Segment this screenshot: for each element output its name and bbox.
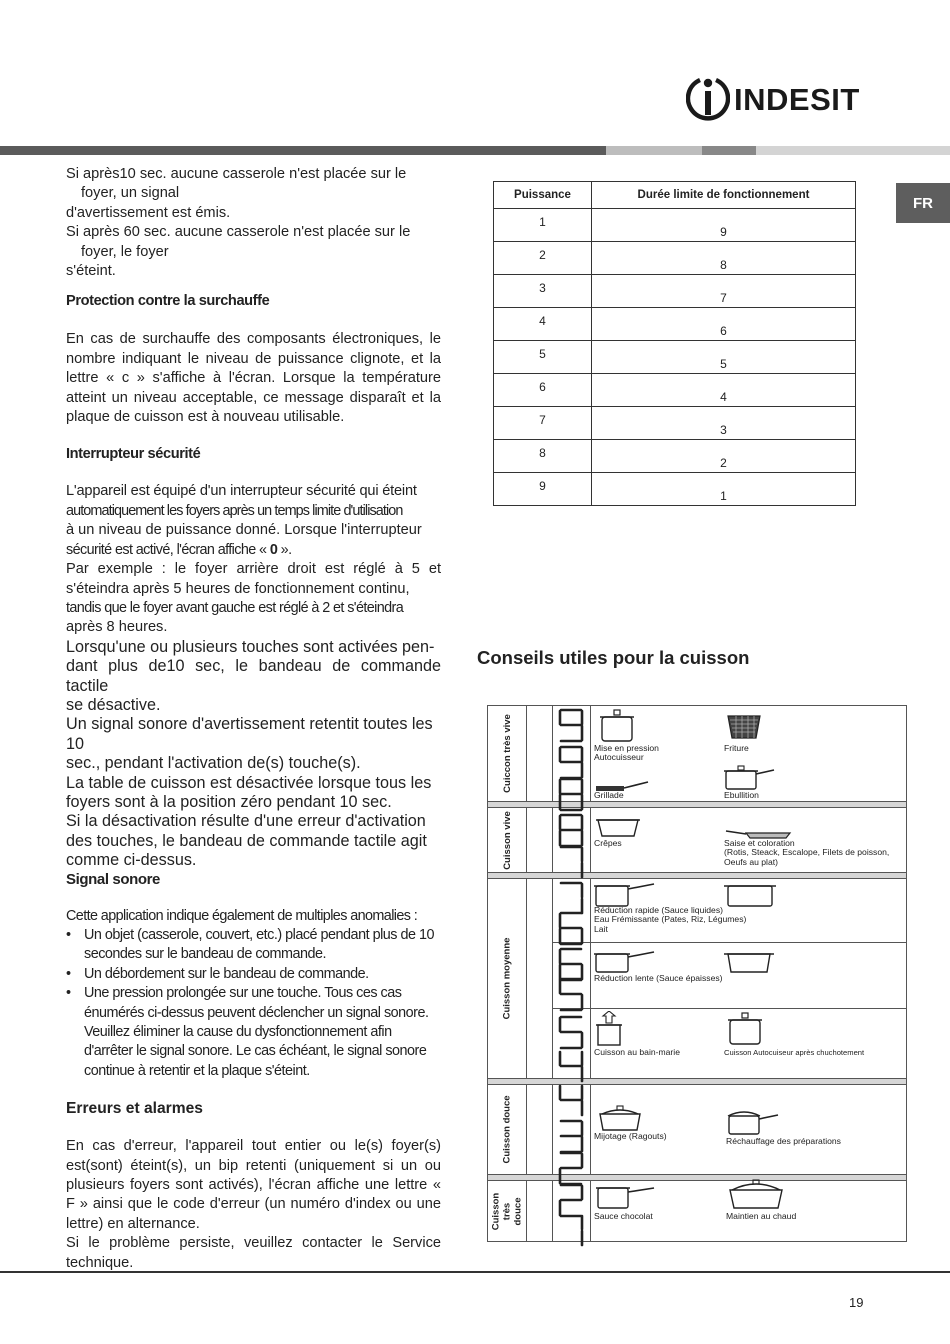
cell-duree: 9	[592, 209, 856, 242]
seven-segment-digit	[556, 844, 586, 880]
saucepan-icon	[596, 1184, 656, 1210]
category-separator	[488, 1174, 906, 1181]
cell-puissance: 1	[494, 209, 592, 242]
signal-line: Un signal sonore d'avertissement retentit toutes les	[66, 715, 433, 734]
touches-line: se désactive.	[66, 695, 161, 714]
label-reduction-lente: Réduction lente (Sauce épaisses)	[594, 973, 723, 983]
intro-line: Si après 60 sec. aucune casserole n'est placée sur le	[66, 224, 411, 241]
securite-line: à un niveau de puissance donné. Lorsque l'interrupteur	[66, 522, 422, 539]
touches-line: Lorsqu'une ou plusieurs touches sont activées pen-	[66, 637, 435, 656]
stockpot-icon	[724, 950, 774, 974]
table-row	[494, 341, 856, 374]
desact-line: des touches, le bandeau de commande tactile agit	[66, 831, 427, 850]
table-row	[494, 407, 856, 440]
label-autocuiseur-apres: Cuisson Autocuiseur après chuchotement	[724, 1048, 865, 1057]
table-row	[494, 209, 856, 242]
surchauffe-text: En cas de surchauffe des composants électroniques, le nombre indiquant le niveau de puissance clignote, et la lettre « c » s'affiche à l'écran. Lorsque la température atteint un niveau acceptable, ce message disparaît et la plaque de cuisson est à nouveau utilisable.	[66, 331, 441, 426]
cell-duree: 4	[592, 374, 856, 407]
label-maintien: Maintien au chaud	[726, 1211, 797, 1221]
category-label: Cuisson moyenne	[501, 937, 513, 1020]
cell-puissance: 9	[494, 473, 592, 506]
stockpot-icon	[724, 882, 776, 908]
digit-2-icon	[556, 1150, 586, 1186]
label-mijotage: Mijotage (Ragouts)	[594, 1131, 667, 1141]
securite-heading: Interrupteur sécurité	[66, 446, 201, 463]
seven-segment-digit	[556, 1150, 586, 1186]
intro-line: foyer, le foyer	[81, 243, 169, 260]
casserole-icon	[596, 1104, 644, 1132]
erreurs-text2: Si le problème persiste, veuillez contacter le Service technique.	[66, 1235, 441, 1271]
brand-name: INDESIT	[734, 81, 860, 117]
header-rule-mid	[702, 146, 756, 155]
seven-segment-digit	[556, 1048, 586, 1084]
digit-7-icon	[556, 844, 586, 880]
securite-text: ».	[277, 541, 292, 558]
sonore-list	[66, 926, 441, 1081]
securite-line: L'appareil est équipé d'un interrupteur sécurité qui éteint	[66, 483, 417, 500]
exemple-text: après 8 heures.	[66, 619, 168, 636]
label-bain-marie: Cuisson au bain-marie	[594, 1047, 680, 1057]
digit-6-icon	[556, 910, 586, 946]
signal-line: sec., pendant l'activation de(s) touche(s).	[66, 754, 361, 773]
sonore-intro: Cette application indique également de multiples anomalies :	[66, 907, 418, 924]
conseils-heading: Conseils utiles pour la cuisson	[477, 647, 750, 668]
seven-segment-digit	[556, 776, 586, 812]
cell-puissance: 6	[494, 374, 592, 407]
logo-i-icon	[686, 74, 730, 124]
digit-3-icon	[556, 1118, 586, 1154]
table-row	[494, 374, 856, 407]
intro-line: Si après10 sec. aucune casserole n'est placée sur le	[66, 166, 407, 182]
saucepan-icon	[594, 880, 656, 908]
category-tres-douce	[488, 1181, 526, 1241]
header-rule-pale	[756, 146, 950, 155]
category-label: Cuisson très douce	[490, 1192, 524, 1230]
securite-block	[66, 482, 441, 637]
casserole-lid-icon	[726, 1178, 786, 1210]
saucepan-icon	[594, 948, 656, 974]
header-rule-dark	[0, 146, 606, 155]
saucepan-icon	[724, 763, 776, 791]
category-separator	[488, 801, 906, 808]
cell-duree: 6	[592, 308, 856, 341]
label-ebullition: Ebullition	[724, 790, 759, 800]
touches-line: dant plus de10 sec, le bandeau de commande tactile	[66, 657, 441, 695]
erreurs-text: En cas d'erreur, l'appareil tout entier ou le(s) foyer(s) est(sont) éteint(s), un bip retenti (uniquement si un ou plusieurs foyers sont activés), l'écran affiche une lettre « F » ainsi que le code d'erreur (un numéro d'index ou une lettre) en alternance.	[66, 1138, 441, 1232]
table-line: La table de cuisson est désactivée lorsque tous les	[66, 773, 432, 792]
list-item: • Une pression prolongée sur une touche. Tous ces cas énumérés ci-dessus peuvent déclencher un signal sonore. Veuillez éliminer la cause du dysfonctionnement afin d'arrêter le signal sonore. Le cas échéant, le signal sonore continue à retentir et la plaque s'éteint.	[66, 984, 441, 1081]
table-row	[494, 242, 856, 275]
digit-8-icon	[556, 776, 586, 812]
list-item: • Un objet (casserole, couvert, etc.) placé pendant plus de 10 secondes sur le bandeau de commande.	[66, 926, 441, 965]
cell-duree: 7	[592, 275, 856, 308]
chart-divider	[552, 706, 553, 1241]
brand-logo	[686, 74, 860, 124]
cooking-chart	[487, 705, 907, 1242]
cell-puissance: 3	[494, 275, 592, 308]
language-tab: FR	[896, 183, 950, 223]
securite-line: automatiquement les foyers après un temps limite d'utilisation	[66, 502, 403, 519]
label-line: (Rotis, Steack, Escalope, Filets de poisson,	[724, 847, 890, 858]
intro-line: d'avertissement est émis.	[66, 204, 231, 221]
cell-puissance: 8	[494, 440, 592, 473]
table-row	[494, 473, 856, 506]
seven-segment-digit	[556, 910, 586, 946]
cell-duree: 5	[592, 341, 856, 374]
surchauffe-heading: Protection contre la surchauffe	[66, 293, 270, 310]
label-line: Réduction rapide (Sauce liquides)	[594, 905, 723, 915]
cell-puissance: 2	[494, 242, 592, 275]
desact-line: comme ci-dessus.	[66, 851, 197, 870]
label-saisie	[724, 839, 889, 867]
seven-segment-digit	[556, 812, 586, 848]
cell-duree: 1	[592, 473, 856, 506]
digit-1-icon	[556, 1212, 586, 1248]
label-sauce-chocolat: Sauce chocolat	[594, 1211, 653, 1221]
erreurs-heading: Erreurs et alarmes	[66, 1100, 203, 1118]
label-friture: Friture	[724, 743, 749, 753]
cell-duree: 3	[592, 407, 856, 440]
cell-duree: 8	[592, 242, 856, 275]
label-rechauffage: Réchauffage des préparations	[726, 1136, 841, 1146]
chart-divider	[590, 706, 591, 1241]
securite-text: sécurité est activé, l'écran affiche «	[66, 541, 270, 558]
table-row	[494, 440, 856, 473]
seven-segment-digit	[556, 707, 586, 743]
seven-segment-digit	[556, 1014, 586, 1050]
intro-text	[66, 165, 441, 281]
fryer-basket-icon	[724, 712, 764, 742]
table-line: foyers sont à la position zéro pendant 10 sec.	[66, 792, 392, 811]
digit-9-icon	[556, 707, 586, 743]
seven-segment-digit	[556, 976, 586, 1012]
header-duree: Durée limite de fonctionnement	[592, 182, 856, 209]
label-line: Mise en pression	[594, 743, 659, 753]
list-item: • Un débordement sur le bandeau de commande.	[66, 965, 441, 984]
label-line: Lait	[594, 923, 608, 934]
label-line: Eau Frémissante (Pates, Riz, Légumes)	[594, 914, 747, 925]
label-grillade: Grillade	[594, 790, 624, 800]
digit-5-icon	[556, 976, 586, 1012]
seven-segment-digit	[556, 1082, 586, 1118]
seven-segment-digit	[556, 1118, 586, 1154]
category-douce	[488, 1085, 526, 1174]
label-line: Saise et coloration	[724, 838, 795, 848]
table-row	[494, 275, 856, 308]
category-separator	[488, 872, 906, 879]
power-table	[493, 181, 856, 506]
desact-line: Si la désactivation résulte d'une erreur d'activation	[66, 812, 426, 831]
digit-4-icon	[556, 1048, 586, 1084]
digit-9-icon	[556, 744, 586, 780]
table-header-row	[494, 182, 856, 209]
category-label: Cuisson vive	[501, 810, 513, 870]
label-mise-en-pression	[594, 744, 659, 763]
header-puissance: Puissance	[494, 182, 592, 209]
label-reduction-rapide	[594, 906, 746, 934]
table-row	[494, 308, 856, 341]
cell-duree: 2	[592, 440, 856, 473]
touches-block	[66, 638, 441, 871]
exemple-text: tandis que le foyer avant gauche est réglé à 2 et s'éteindra	[66, 599, 404, 616]
crepe-pan-icon	[596, 816, 640, 838]
sonore-heading: Signal sonore	[66, 870, 160, 888]
row-line	[552, 1008, 906, 1009]
category-moyenne	[488, 879, 526, 1078]
category-label: Cuisson douce	[501, 1095, 513, 1164]
exemple-text: Par exemple : le foyer arrière droit est réglé à 5 et s'éteindra après 5 heures de fonctionnement continu,	[66, 561, 441, 597]
pressure-cooker-icon	[724, 1010, 766, 1046]
pressure-cooker-icon	[596, 709, 638, 743]
chart-divider	[526, 706, 527, 1241]
intro-line: s'éteint.	[66, 263, 116, 280]
category-label: Cuiccon très vive	[501, 714, 513, 793]
left-column	[66, 165, 441, 1273]
intro-line: foyer, un signal	[81, 185, 180, 202]
digit-4-icon	[556, 1082, 586, 1118]
footer-rule	[0, 1271, 950, 1273]
page-number: 19	[849, 1295, 864, 1310]
securite-zero: 0	[269, 541, 278, 558]
digit-8-icon	[556, 812, 586, 848]
category-vive	[488, 808, 526, 872]
category-separator	[488, 1078, 906, 1085]
bain-marie-icon	[594, 1011, 624, 1047]
cell-puissance: 7	[494, 407, 592, 440]
cell-puissance: 5	[494, 341, 592, 374]
cell-puissance: 4	[494, 308, 592, 341]
saucepan-lid-icon	[726, 1106, 780, 1136]
securite-line-zero	[66, 541, 441, 560]
signal-line: 10	[66, 734, 85, 753]
digit-5-icon	[556, 1014, 586, 1050]
label-line: Autocuisseur	[594, 752, 644, 763]
row-line	[552, 942, 906, 943]
label-crepes: Crêpes	[594, 838, 622, 848]
header-rule-light	[606, 146, 702, 155]
seven-segment-digit	[556, 1212, 586, 1248]
seven-segment-digit	[556, 744, 586, 780]
label-line: Oeufs au plat)	[724, 856, 778, 867]
category-tres-vive	[488, 706, 526, 801]
